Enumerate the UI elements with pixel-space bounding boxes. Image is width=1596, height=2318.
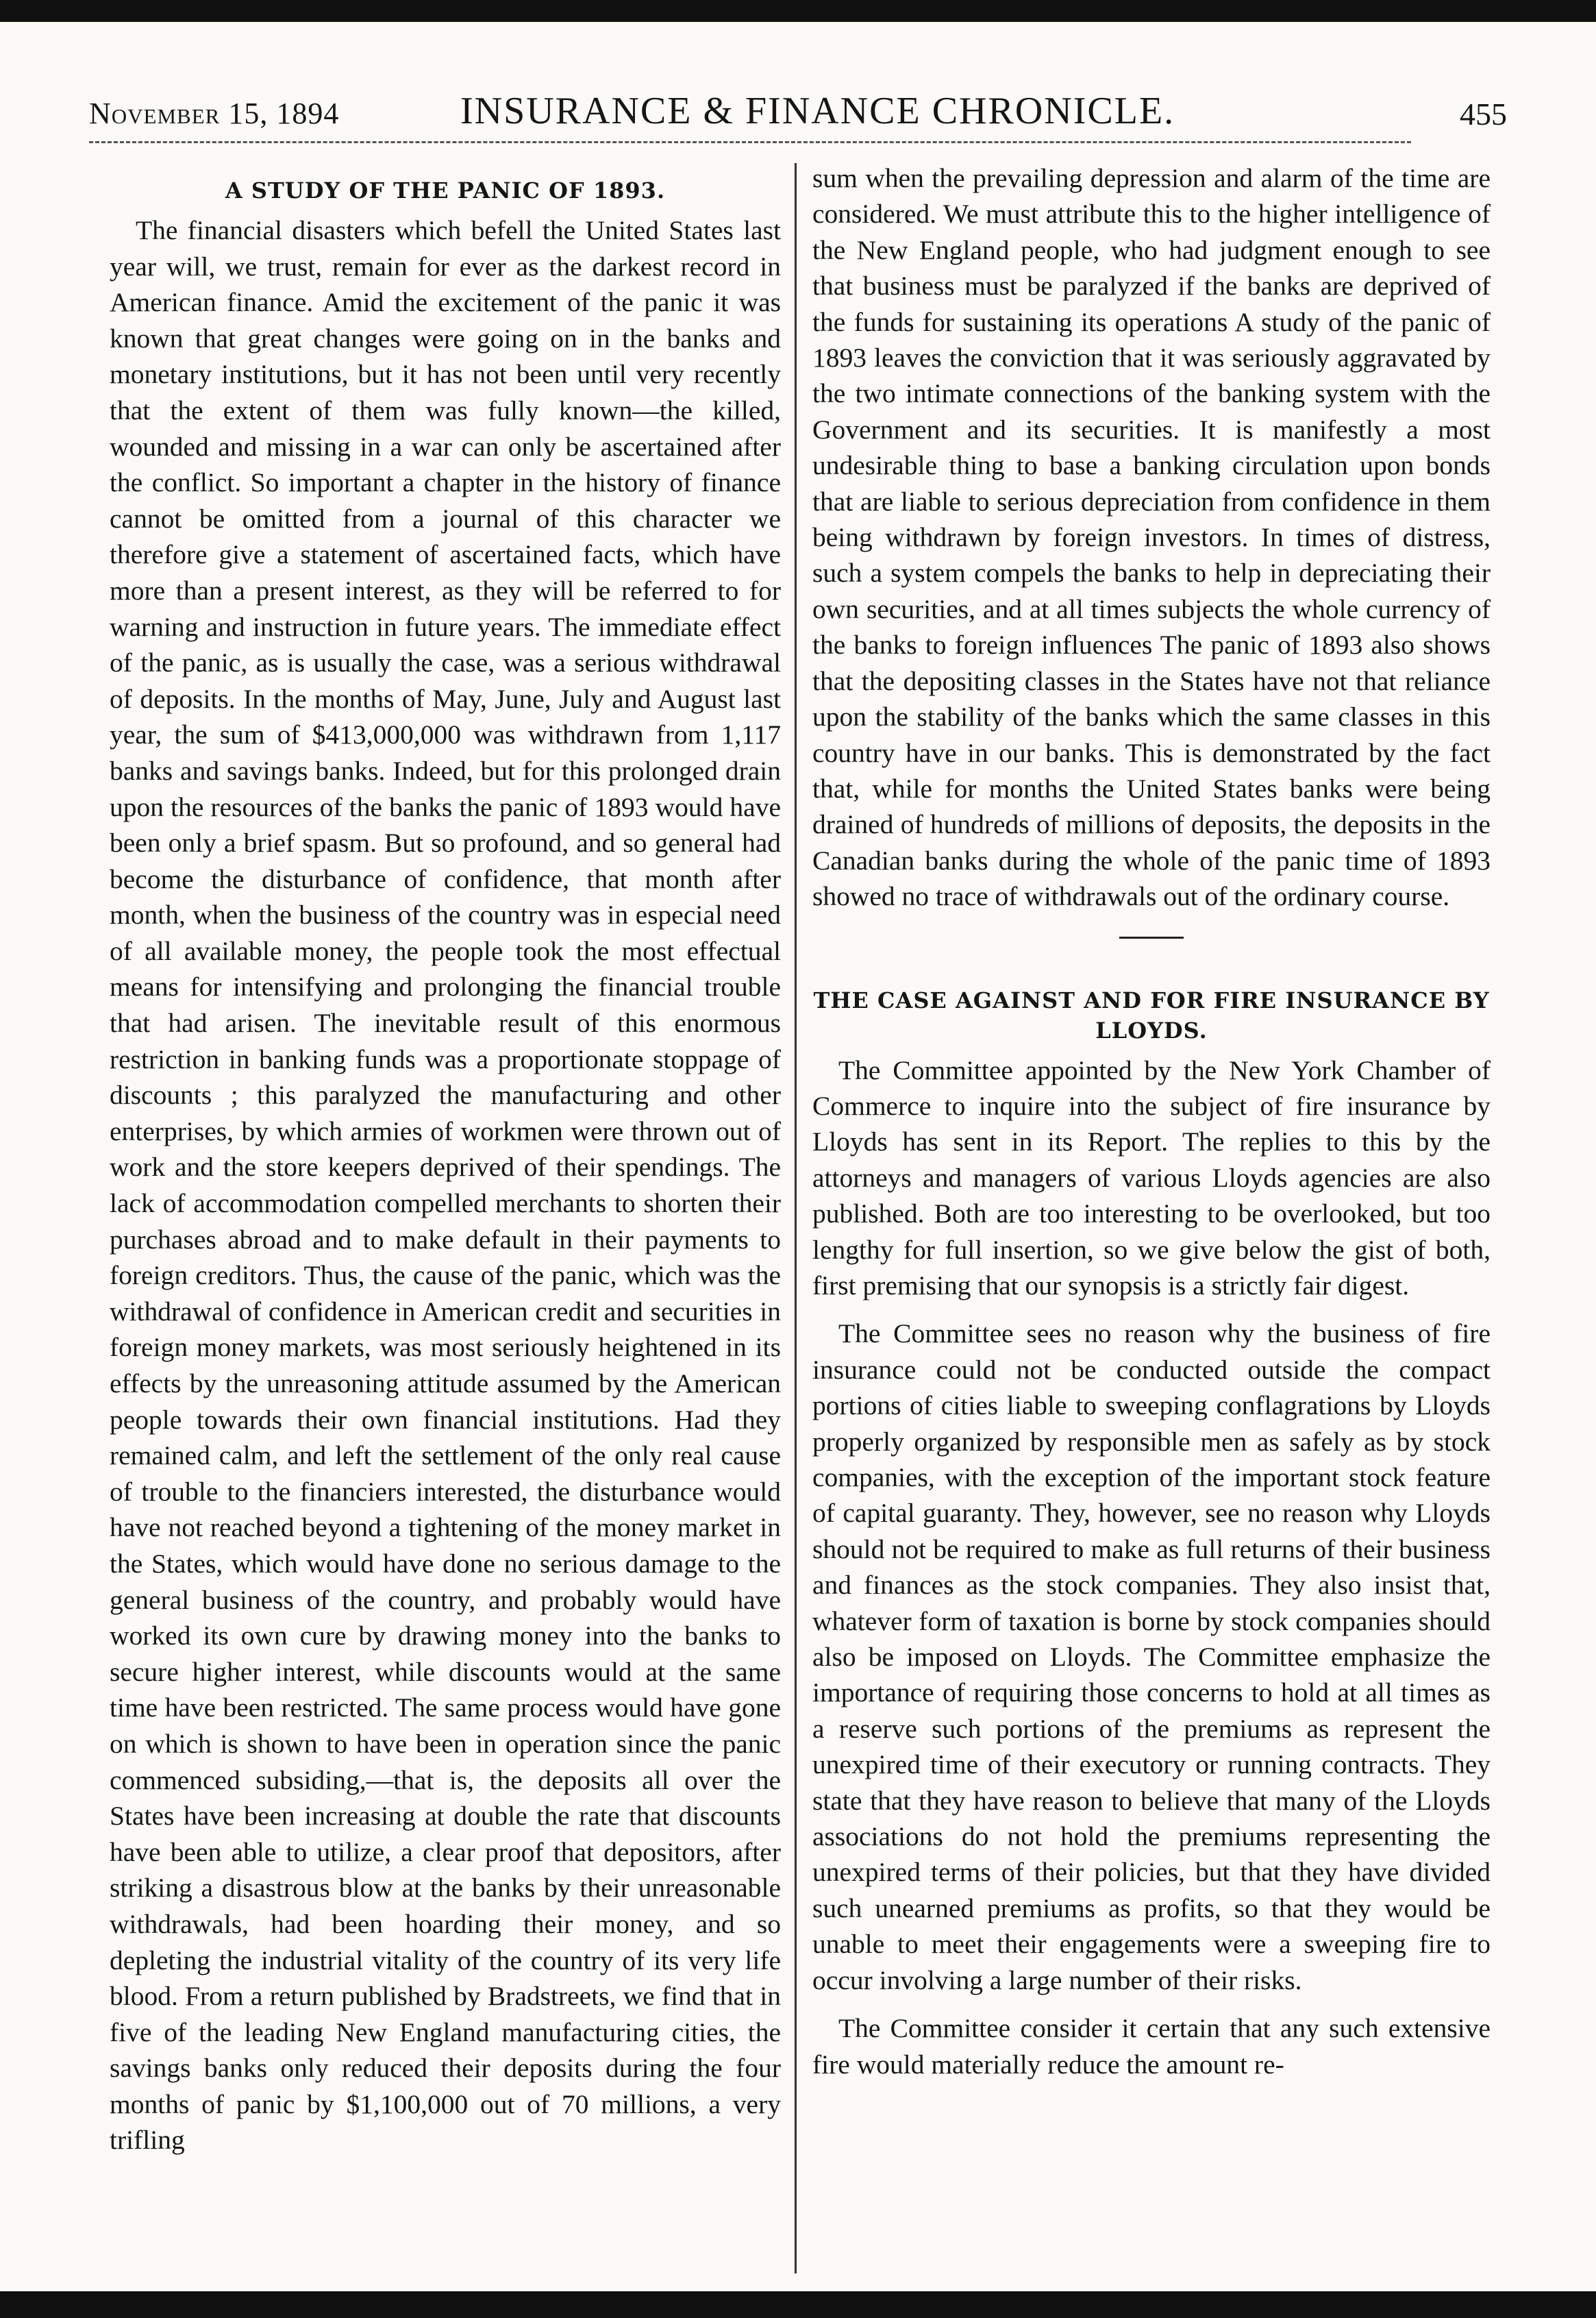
left-column <box>110 162 781 2158</box>
section-separator <box>1119 937 1184 939</box>
article-paragraph: The Committee sees no reason why the business of fire insurance could not be conducted outside the compact portions of cities liable to sweeping conflagrations by Lloyds properly organized by responsible men as safely as by stock companies, with the exception of the important stock feature of capital guaranty. They, however, see no reason why Lloyds should not be required to make as full returns of their business and finances as the stock companies. They also insist that, whatever form of taxation is borne by stock companies should also be imposed on Lloyds. The Committee emphasize the importance of requiring those concerns to hold at all times as a reserve such portions of the premiums as represent the unexpired time of their executory or running contracts. They state that they have reason to believe that many of the Lloyds associations do not hold the premiums representing the unexpired terms of their policies, but that they have divided such unearned premiums as profits, so that they would be unable to meet their engagements were a sweeping fire to occur involving a large number of their risks. <box>812 1318 1491 1995</box>
article-paragraph-continued: sum when the prevailing depression and alarm of the time are considered. We must attribute this to the higher intelligence of the New England people, who had judgment enough to see that business must be paralyzed if the banks are deprived of the funds for sustaining its operations A study of the panic of 1893 leaves the conviction that it was seriously aggravated by the two intimate connections of the banking system with the Government and its securities. It is manifestly a most undesirable thing to base a banking circulation upon bonds that are liable to serious depreciation from confidence in them being withdrawn by foreign investors. In times of distress, such a system compels the banks to help in depreciating their own securities, and at all times subjects the whole currency of the banks to foreign influences The panic of 1893 also shows that the depositing classes in the States have not that reliance upon the stability of the banks which the same classes in this country have in our banks. This is demonstrated by the fact that, while for months the United States banks were being drained of hundreds of millions of deposits, the deposits in the Canadian banks during the whole of the panic time of 1893 showed no trace of withdrawals out of the ordinary course. <box>812 163 1491 912</box>
page-number: 455 <box>1460 97 1507 132</box>
article-paragraph: The financial disasters which befell the United States last year will, we trust, remain for ever as the darkest record in American finance. Amid the excitement of the panic it was known that great changes were going on in the banks and monetary institutions, but it has not been until very recently that the extent of them was fully known—the killed, wounded and missing in a war can only be ascertained after the conflict. So important a chapter in the history of finance cannot be omitted from a journal of this character we therefore give a statement of ascertained facts, which have more than a present interest, as they will be referred to for warning and instruction in future years. The immediate effect of the panic, as is usually the case, was a serious withdrawal of deposits. In the months of May, June, July and August last year, the sum of $413,000,000 was withdrawn from 1,117 banks and savings banks. Indeed, but for this prolonged drain upon the resources of the banks the panic of 1893 would have been only a brief spasm. But so profound, and so general had become the disturbance of confidence, that month after month, when the business of the country was in especial need of all available money, the people took the most effectual means for intensifying and prolonging the financial trouble that had arisen. The inevitable result of this enormous restriction in banking funds was a proportionate stoppage of discounts ; this paralyzed the manufacturing and other enterprises, by which armies of workmen were thrown out of work and the store keepers deprived of their spendings. The lack of accommodation compelled merchants to shorten their purchases abroad and to make default in their payments to foreign creditors. Thus, the cause of the panic, which was the withdrawal of confidence in American credit and securities in foreign money markets, was most seriously heightened in its effects by the unreasoning attitude assumed by the American people towards their own financial institutions. Had they remained calm, and left the settlement of the only real cause of trouble to the financiers interested, the disturbance would have not reached beyond a tightening of the money market in the States, which would have done no serious damage to the general business of the country, and probably would have worked its own cure by drawing money into the banks to secure higher interest, while discounts would at the same time have been restricted. The same process would have gone on which is shown to have been in operation since the panic commenced subsiding,—that is, the deposits all over the States have been increasing at double the rate that discounts have been able to utilize, a clear proof that depositors, after striking a disastrous blow at the banks by their unreasonable withdrawals, had been hoarding their money, and so depleting the industrial vitality of the country of its very life blood. From a return published by Bradstreets, we find that in five of the leading New England manufacturing cities, the savings banks only reduced their deposits during the four months of panic by $1,100,000 out of 70 millions, a very trifling <box>110 215 781 2156</box>
issue-date: November 15, 1894 <box>89 97 340 130</box>
publication-title: INSURANCE & FINANCE CHRONICLE. <box>460 90 1175 132</box>
right-column <box>812 160 1491 2082</box>
article-paragraph: The Committee appointed by the New York Chamber of Commerce to inquire into the subject of fire insurance by Lloyds has sent in its Report. The replies to this by the attorneys and managers of various Lloyds agencies are also published. Both are too interesting to be overlooked, but too lengthy for full insertion, so we give below the gist of both, first premising that our synopsis is a strictly fair digest. <box>812 1055 1491 1300</box>
bottom-border-rule <box>0 2291 1596 2318</box>
header-divider <box>89 141 1411 143</box>
running-head <box>89 88 1507 143</box>
article-heading-panic: A STUDY OF THE PANIC OF 1893. <box>225 177 666 204</box>
column-divider <box>795 163 797 2273</box>
top-border-rule <box>0 0 1596 22</box>
article-heading-lloyds: THE CASE AGAINST AND FOR FIRE INSURANCE BY LLOYDS. <box>813 987 1490 1044</box>
article-paragraph: The Committee consider it certain that any such extensive fire would materially reduce the amount re- <box>812 2013 1491 2080</box>
